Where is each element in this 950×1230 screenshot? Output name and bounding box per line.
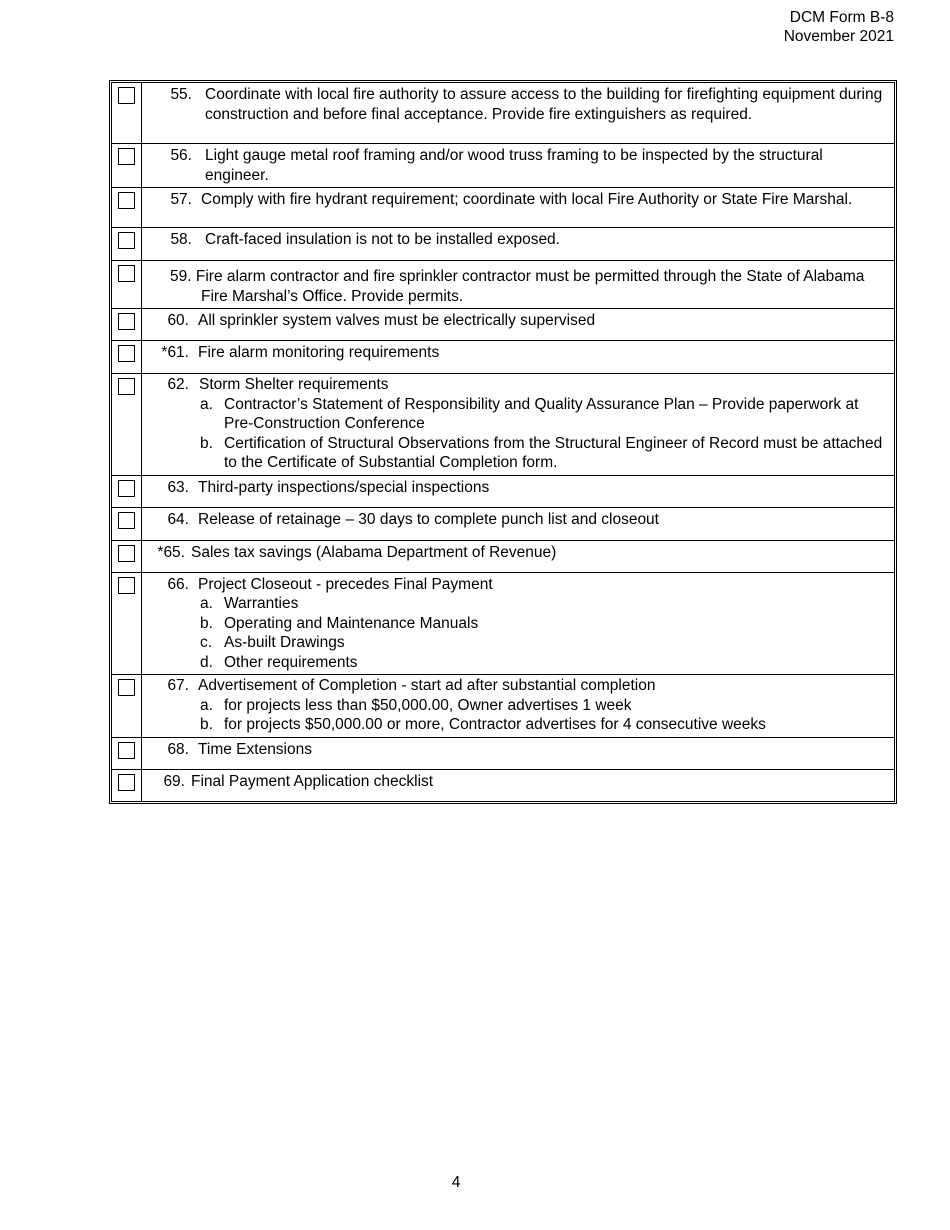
item-content xyxy=(142,228,894,260)
item-checkbox[interactable] xyxy=(118,577,135,594)
sub-item xyxy=(142,633,888,653)
item-number: 66. xyxy=(167,575,189,593)
item-checkbox[interactable] xyxy=(118,345,135,362)
item-line xyxy=(142,575,888,595)
item-content xyxy=(142,476,894,507)
checklist-row xyxy=(112,187,894,227)
item-content xyxy=(142,144,894,187)
sub-item xyxy=(142,614,888,634)
checklist-row xyxy=(112,83,894,143)
item-line xyxy=(142,190,888,210)
item-number: 60. xyxy=(167,312,189,329)
item-number: 69. xyxy=(163,772,185,790)
item-title: Release of retainage – 30 days to complete punch list and closeout xyxy=(198,510,659,528)
item-number: 57. xyxy=(170,191,192,208)
item-number: *61. xyxy=(161,344,189,361)
checkbox-cell xyxy=(112,228,142,260)
item-number: *65. xyxy=(157,543,185,561)
checkbox-cell xyxy=(112,738,142,769)
sub-item-letter: b. xyxy=(200,716,213,733)
item-line xyxy=(142,510,888,530)
item-checkbox[interactable] xyxy=(118,742,135,759)
item-content xyxy=(142,309,894,340)
sub-item-letter: a. xyxy=(200,696,213,714)
item-title: Time Extensions xyxy=(198,740,312,758)
item-line xyxy=(142,267,888,306)
item-title: Project Closeout - precedes Final Payment xyxy=(198,575,493,593)
item-line xyxy=(142,740,888,760)
sub-item-letter: a. xyxy=(200,595,213,612)
sub-item xyxy=(142,434,888,473)
item-content xyxy=(142,541,894,572)
checkbox-cell xyxy=(112,541,142,572)
checkbox-cell xyxy=(112,476,142,507)
item-title: Fire alarm contractor and fire sprinkler contractor must be permitted through the State of Alabama Fire Marshal’s Office. Provide permits. xyxy=(195,268,865,305)
item-number: 63. xyxy=(167,478,189,496)
item-checkbox[interactable] xyxy=(118,265,135,282)
item-title: Fire alarm monitoring requirements xyxy=(198,344,440,361)
checkbox-cell xyxy=(112,770,142,801)
item-line xyxy=(142,85,888,124)
checkbox-cell xyxy=(112,261,142,308)
checkbox-cell xyxy=(112,341,142,373)
sub-item-letter: b. xyxy=(200,614,213,632)
item-number: 59. xyxy=(170,268,192,285)
sub-item xyxy=(142,715,888,735)
item-line xyxy=(142,478,888,498)
sub-item xyxy=(142,653,888,673)
item-number: 58. xyxy=(170,231,192,248)
item-title: Advertisement of Completion - start ad after substantial completion xyxy=(198,677,656,694)
checklist-row xyxy=(112,674,894,737)
item-title: Storm Shelter requirements xyxy=(199,376,389,393)
item-line xyxy=(142,230,888,250)
checklist-row xyxy=(112,769,894,801)
checklist-row xyxy=(112,227,894,260)
checkbox-cell xyxy=(112,309,142,340)
checkbox-cell xyxy=(112,508,142,540)
item-number: 67. xyxy=(167,677,189,694)
sub-item-text: Other requirements xyxy=(224,653,358,671)
item-line xyxy=(142,375,888,395)
checklist-row xyxy=(112,737,894,769)
item-content xyxy=(142,508,894,540)
item-line xyxy=(142,543,888,563)
item-line xyxy=(142,311,888,331)
sub-item-letter: d. xyxy=(200,653,213,671)
sub-item xyxy=(142,395,888,434)
item-content xyxy=(142,738,894,769)
item-title: Craft-faced insulation is not to be installed exposed. xyxy=(205,231,560,248)
checklist-row xyxy=(112,507,894,540)
item-title: Light gauge metal roof framing and/or wood truss framing to be inspected by the structural engineer. xyxy=(205,147,823,184)
sub-item-text: for projects $50,000.00 or more, Contractor advertises for 4 consecutive weeks xyxy=(224,716,766,733)
checkbox-cell xyxy=(112,675,142,737)
item-number: 56. xyxy=(170,147,192,164)
checklist-row xyxy=(112,340,894,373)
item-content xyxy=(142,261,894,308)
item-line xyxy=(142,676,888,696)
item-title: All sprinkler system valves must be electrically supervised xyxy=(198,312,596,329)
item-checkbox[interactable] xyxy=(118,480,135,497)
checklist-row xyxy=(112,475,894,507)
sub-item-text: Warranties xyxy=(224,595,299,612)
item-content xyxy=(142,770,894,801)
item-title: Sales tax savings (Alabama Department of Revenue) xyxy=(191,543,557,561)
item-checkbox[interactable] xyxy=(118,378,135,395)
item-content xyxy=(142,188,894,227)
item-checkbox[interactable] xyxy=(118,774,135,791)
item-number: 64. xyxy=(167,510,189,528)
form-date: November 2021 xyxy=(783,28,894,45)
sub-item-letter: c. xyxy=(200,634,213,651)
checkbox-cell xyxy=(112,573,142,675)
form-id: DCM Form B-8 xyxy=(789,9,894,26)
item-checkbox[interactable] xyxy=(118,148,135,165)
item-number: 62. xyxy=(167,376,189,393)
item-content xyxy=(142,83,894,143)
checklist-row xyxy=(112,540,894,572)
page-number: 4 xyxy=(451,1174,461,1191)
item-number: 55. xyxy=(170,86,192,103)
checkbox-cell xyxy=(112,144,142,187)
item-line xyxy=(142,343,888,363)
item-number: 68. xyxy=(167,740,189,758)
item-title: Coordinate with local fire authority to assure access to the building for firefighting equipment during construction and before final acceptance. Provide fire extinguishers as required. xyxy=(205,86,883,123)
sub-item-text: Contractor’s Statement of Responsibility and Quality Assurance Plan – Provide paperwork at Pre-Construction Conference xyxy=(224,395,859,432)
item-content xyxy=(142,374,894,475)
item-line xyxy=(142,146,888,185)
checklist-row xyxy=(112,308,894,340)
item-checkbox[interactable] xyxy=(118,313,135,330)
item-checkbox[interactable] xyxy=(118,232,135,249)
checklist-row xyxy=(112,143,894,187)
sub-item xyxy=(142,696,888,716)
item-checkbox[interactable] xyxy=(118,679,135,696)
checklist-row xyxy=(112,373,894,475)
item-content xyxy=(142,675,894,737)
item-checkbox[interactable] xyxy=(118,87,135,104)
sub-item-letter: b. xyxy=(200,434,213,452)
item-content xyxy=(142,341,894,373)
form-header xyxy=(784,8,894,46)
item-checkbox[interactable] xyxy=(118,512,135,529)
item-checkbox[interactable] xyxy=(118,545,135,562)
checklist-row xyxy=(112,572,894,675)
item-checkbox[interactable] xyxy=(118,192,135,209)
sub-item-text: Operating and Maintenance Manuals xyxy=(224,614,479,632)
checkbox-cell xyxy=(112,374,142,475)
item-title: Comply with fire hydrant requirement; coordinate with local Fire Authority or State Fire Marshal. xyxy=(201,191,853,208)
item-content xyxy=(142,573,894,675)
item-title: Third-party inspections/special inspections xyxy=(198,478,490,496)
checklist-row xyxy=(112,260,894,308)
sub-item-text: for projects less than $50,000.00, Owner advertises 1 week xyxy=(224,696,632,714)
sub-item-text: Certification of Structural Observations from the Structural Engineer of Record must be attached to the Certificate of Substantial Completion form. xyxy=(224,434,883,471)
item-line xyxy=(142,772,888,792)
checkbox-cell xyxy=(112,83,142,143)
sub-item-text: As-built Drawings xyxy=(224,634,345,651)
item-title: Final Payment Application checklist xyxy=(191,772,434,790)
checkbox-cell xyxy=(112,188,142,227)
sub-item xyxy=(142,594,888,614)
sub-item-letter: a. xyxy=(200,395,213,413)
checklist-table xyxy=(109,80,897,804)
